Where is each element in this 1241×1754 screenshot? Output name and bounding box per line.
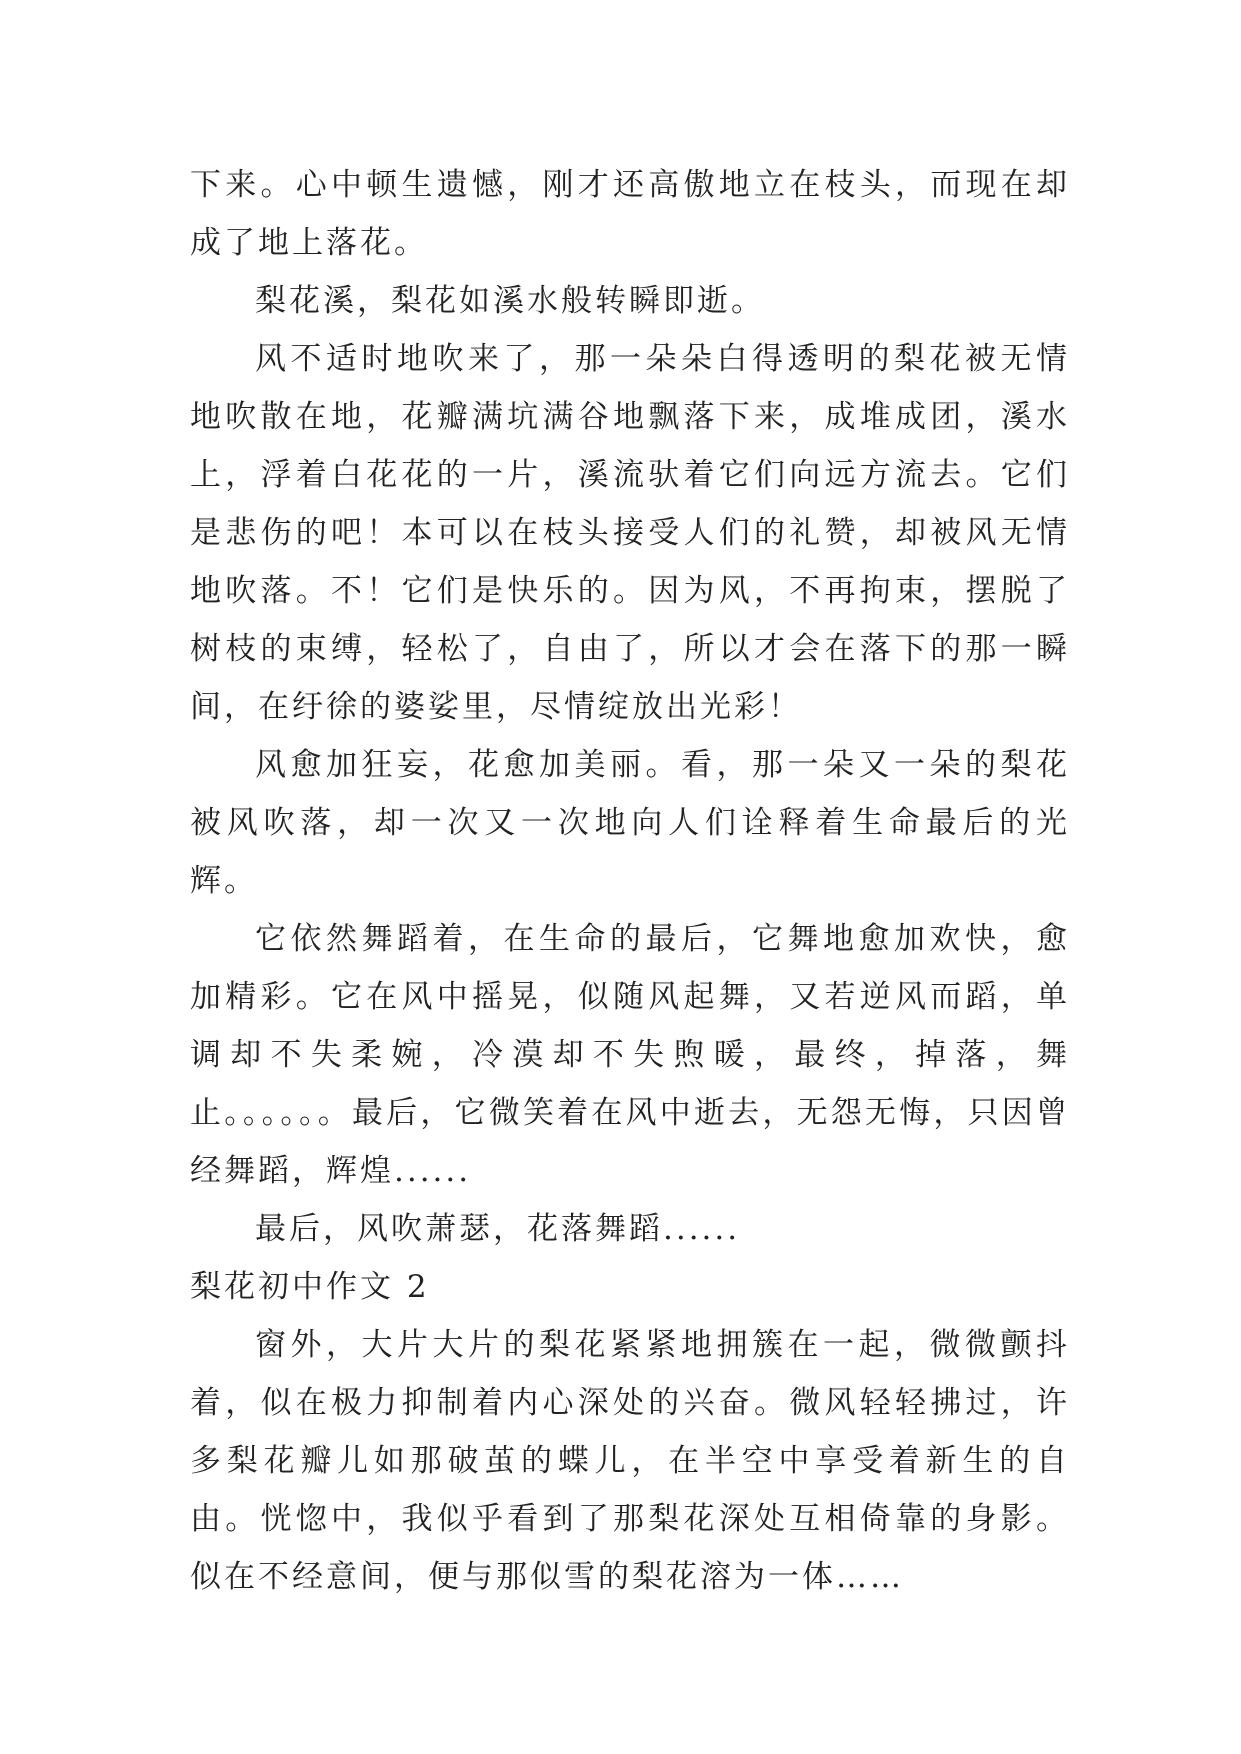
paragraph: 最后，风吹萧瑟，花落舞蹈...... bbox=[255, 1211, 741, 1247]
essay-body bbox=[190, 156, 1070, 1606]
paragraph: 风愈加狂妄，花愈加美丽。看，那一朵又一朵的梨花被风吹落，却一次又一次地向人们诠释着生命最后的光辉。 bbox=[190, 747, 1070, 899]
paragraph-continuation: 下来。心中顿生遗憾，刚才还高傲地立在枝头，而现在却成了地上落花。 bbox=[190, 167, 1070, 261]
paragraph: 梨花溪，梨花如溪水般转瞬即逝。 bbox=[255, 283, 765, 319]
paragraph: 它依然舞蹈着，在生命的最后，它舞地愈加欢快，愈加精彩。它在风中摇晃，似随风起舞，又若逆风而蹈，单调却不失柔婉，冷漠却不失煦暖，最终，掉落，舞止。。。。。。最后，它微笑着在风中逝去，无怨无悔，只因曾经舞蹈，辉煌...... bbox=[190, 921, 1070, 1189]
paragraph: 风不适时地吹来了，那一朵朵白得透明的梨花被无情地吹散在地，花瓣满坑满谷地飘落下来，成堆成团，溪水上，浮着白花花的一片，溪流驮着它们向远方流去。它们是悲伤的吧！本可以在枝头接受人们的礼赞，却被风无情地吹落。不！它们是快乐的。因为风，不再拘束，摆脱了树枝的束缚，轻松了，自由了，所以才会在落下的那一瞬间，在纡徐的婆娑里，尽情绽放出光彩！ bbox=[190, 341, 1070, 725]
paragraph: 窗外，大片大片的梨花紧紧地拥簇在一起，微微颤抖着，似在极力抑制着内心深处的兴奋。微风轻轻拂过，许多梨花瓣儿如那破茧的蝶儿，在半空中享受着新生的自由。恍惚中，我似乎看到了那梨花深处互相倚靠的身影。似在不经意间，便与那似雪的梨花溶为一体…… bbox=[190, 1327, 1070, 1595]
section-heading: 梨花初中作文 2 bbox=[190, 1269, 430, 1305]
